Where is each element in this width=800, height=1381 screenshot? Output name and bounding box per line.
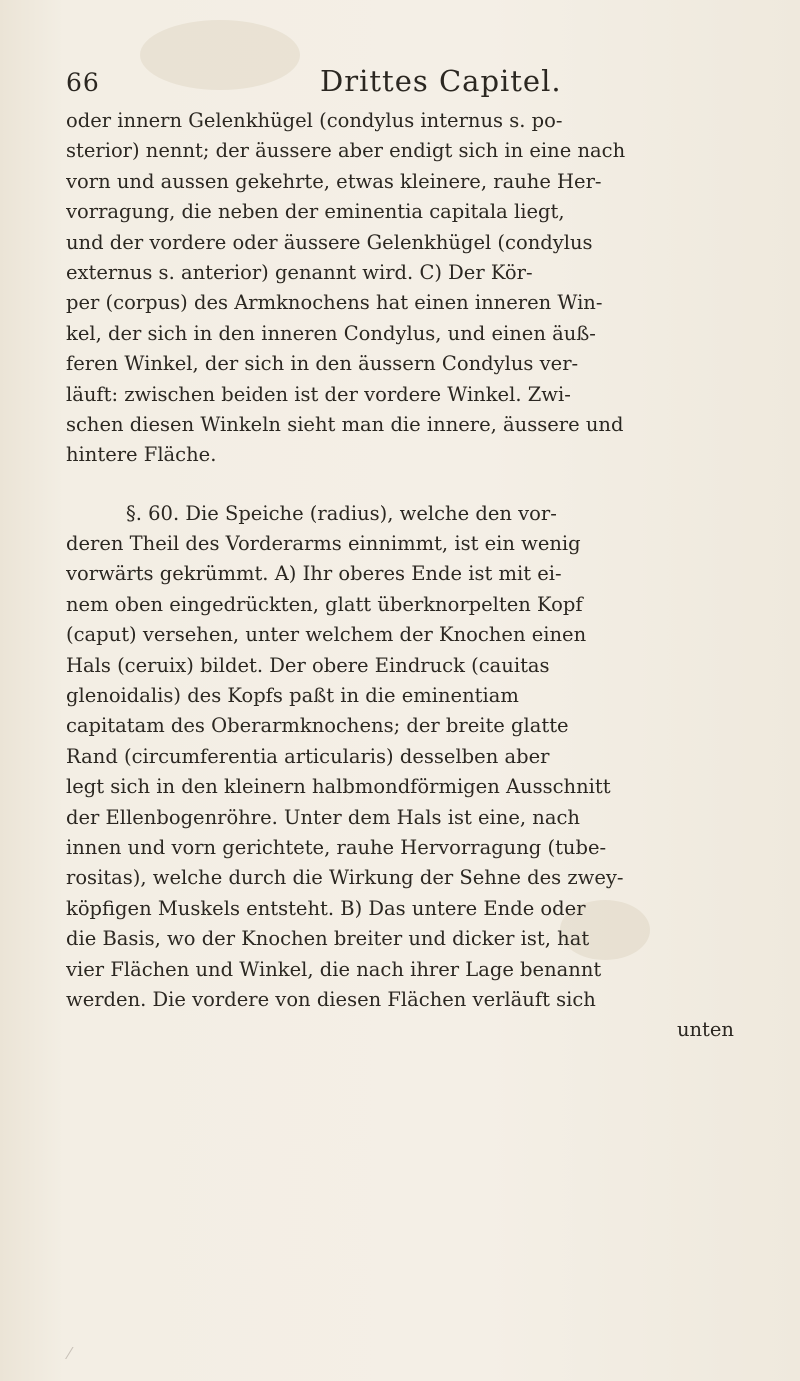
text-line: externus s. anterior) genannt wird. C) Der Kör- bbox=[66, 260, 533, 284]
text-line: glenoidalis) des Kopfs paßt in die eminentiam bbox=[66, 684, 519, 708]
text-line: innen und vorn gerichtete, rauhe Hervorragung (tube- bbox=[66, 835, 607, 859]
text-line: kel, der sich in den inneren Condylus, und einen äuß- bbox=[66, 321, 596, 345]
text-line: Hals (ceruix) bildet. Der obere Eindruck (cauitas bbox=[66, 653, 550, 677]
body-text bbox=[66, 106, 738, 1046]
text-line: die Basis, wo der Knochen breiter und dicker ist, hat bbox=[66, 927, 590, 951]
text-line: feren Winkel, der sich in den äussern Condylus ver- bbox=[66, 352, 579, 376]
page-header bbox=[66, 64, 730, 104]
text-line: der Ellenbogenröhre. Unter dem Hals ist eine, nach bbox=[66, 805, 580, 829]
running-head: Drittes Capitel. bbox=[320, 64, 562, 98]
text-line: sterior) nennt; der äussere aber endigt sich in eine nach bbox=[66, 139, 626, 163]
text-line: capitatam des Oberarmknochens; der breite glatte bbox=[66, 714, 569, 738]
text-line: legt sich in den kleinern halbmondförmigen Ausschnitt bbox=[66, 775, 611, 799]
text-line: hintere Fläche. bbox=[66, 443, 217, 467]
text-line: läuft: zwischen beiden ist der vordere Winkel. Zwi- bbox=[66, 382, 571, 406]
text-line: vorn und aussen gekehrte, etwas kleinere, rauhe Her- bbox=[66, 169, 602, 193]
text-line: nem oben eingedrückten, glatt überknorpelten Kopf bbox=[66, 592, 583, 616]
margin-smudge: ⁄ bbox=[68, 1344, 71, 1363]
text-line: deren Theil des Vorderarms einnimmt, ist ein wenig bbox=[66, 532, 581, 556]
text-line: schen diesen Winkeln sieht man die innere, äussere und bbox=[66, 412, 624, 436]
paragraph-gap bbox=[66, 471, 738, 499]
text-line: oder innern Gelenkhügel (condylus internus s. po- bbox=[66, 109, 563, 132]
paragraph-2 bbox=[66, 499, 738, 1016]
text-line: und der vordere oder äussere Gelenkhügel (condylus bbox=[66, 230, 593, 254]
catchword: unten bbox=[676, 1018, 734, 1042]
page-number: 66 bbox=[66, 68, 100, 97]
text-line: per (corpus) des Armknochens hat einen inneren Win- bbox=[66, 291, 603, 315]
text-line: Rand (circumferentia articularis) desselben aber bbox=[66, 744, 550, 768]
text-line: vorwärts gekrümmt. A) Ihr oberes Ende ist mit ei- bbox=[66, 562, 562, 586]
text-line: (caput) versehen, unter welchem der Knochen einen bbox=[66, 623, 587, 647]
text-line: köpfigen Muskels entsteht. B) Das untere Ende oder bbox=[66, 896, 586, 920]
text-line: rositas), welche durch die Wirkung der Sehne des zwey- bbox=[66, 866, 624, 890]
text-line: vorragung, die neben der eminentia capitala liegt, bbox=[66, 200, 565, 224]
text-line: werden. Die vordere von diesen Flächen verläuft sich bbox=[66, 987, 596, 1011]
text-line: vier Flächen und Winkel, die nach ihrer Lage benannt bbox=[66, 957, 602, 981]
paragraph-1 bbox=[66, 106, 738, 471]
section-heading-line: §. 60. Die Speiche (radius), welche den vor- bbox=[126, 501, 557, 525]
